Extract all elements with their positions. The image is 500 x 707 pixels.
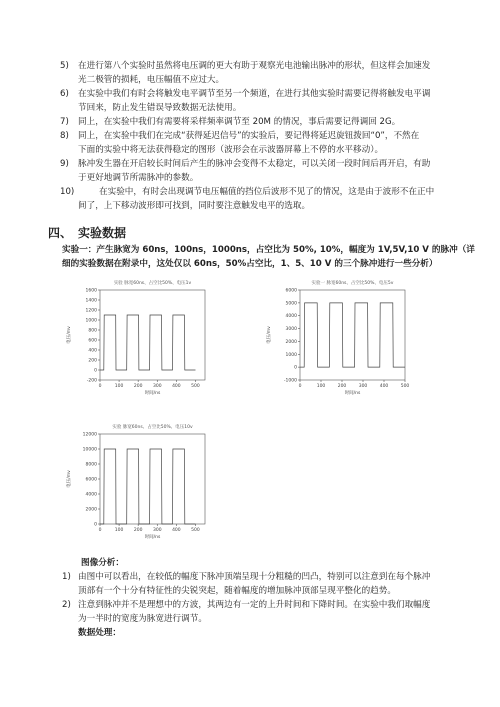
note-text: 节回来，防止发生错误导致数据无法使用。 — [78, 103, 242, 113]
note-number: 9) — [60, 159, 69, 169]
x-tick-label: 300 — [358, 384, 368, 389]
note-text: 在进行第八个实验时虽然将电压调的更大有助于观察光电池输出脉冲的形状，但这样会加速发 — [78, 61, 431, 71]
y-tick-label: 1000 — [85, 318, 97, 324]
y-tick-label: 8000 — [85, 462, 97, 468]
y-tick-label: 6000 — [85, 477, 97, 483]
pulse-series-line — [100, 315, 196, 370]
y-axis-label: 电压/mv — [67, 470, 72, 488]
y-tick-label: 1200 — [85, 308, 97, 314]
note-number: 5) — [60, 61, 69, 71]
y-tick-label: -200 — [86, 378, 97, 384]
note-text: 同上，在实验中我们在完成“获得延迟信号”的实验后，要记得将延迟旋钮拨回“0”，不然在 — [78, 131, 420, 141]
plot-frame — [300, 290, 405, 380]
x-tick-label: 400 — [172, 384, 181, 389]
note-number: 7) — [60, 117, 69, 127]
chart-5v — [262, 276, 412, 402]
y-tick-label: 0 — [94, 368, 97, 374]
y-tick-label: 1000 — [285, 352, 297, 358]
x-axis-label: 时间/ns — [344, 391, 361, 396]
analysis-number: 1) — [62, 572, 71, 582]
x-tick-label: 200 — [133, 528, 143, 533]
chart-1v — [62, 276, 212, 402]
section-title: 实验数据 — [78, 226, 127, 240]
note-text: 下面的实验中将无法获得稳定的图形（波形会在示波器屏幕上不停的水平移动）。 — [78, 145, 384, 155]
pulse-series-line — [300, 303, 405, 367]
note-number: 6) — [60, 89, 69, 99]
note-text: 间了，上下移动波形即可找到，同时要注意触发电平的选取。 — [78, 201, 311, 211]
note-text: 在实验中，有时会出现调节电压幅值的挡位后波形不见了的情况，这是由于波形不在正中 — [99, 187, 435, 197]
x-tick-label: 300 — [152, 384, 162, 389]
y-tick-label: 1600 — [85, 288, 97, 294]
chart-title: 实验一 脉宽60ns、占空比50%、电压5v — [311, 281, 394, 286]
y-axis-label: 电压/mv — [267, 326, 272, 344]
analysis-text: 注意到脉冲并不是理想中的方波，其两边有一定的上升时间和下降时间。在实验中我们取幅度 — [78, 600, 431, 610]
x-tick-label: 100 — [114, 384, 124, 389]
note-text: 同上，在实验中我们有需要将采样频率调节至 20M 的情况，事后需要记得调回 2G。 — [78, 117, 401, 127]
y-tick-label: 600 — [88, 338, 97, 344]
y-tick-label: 3000 — [285, 327, 297, 333]
x-tick-label: 100 — [316, 384, 326, 389]
x-tick-label: 0 — [98, 528, 102, 533]
chart-title: 实验 脉宽60ns、占空比50%、电压1v — [113, 281, 192, 286]
section-number: 四、 — [48, 226, 73, 240]
y-tick-label: 0 — [294, 365, 297, 371]
chart-10v — [62, 420, 212, 546]
x-tick-label: 0 — [298, 384, 302, 389]
analysis-heading: 图像分析： — [81, 558, 124, 568]
y-tick-label: 2000 — [285, 339, 297, 345]
analysis-text: 顶部有一个十分有特征性的尖锐突起，随着幅度的增加脉冲顶部呈现平整化的趋势。 — [78, 586, 396, 596]
y-tick-label: 1400 — [85, 298, 97, 304]
x-axis-label: 时间/ns — [144, 391, 161, 396]
y-axis-label: 电压/mv — [67, 326, 72, 344]
x-tick-label: 400 — [379, 384, 389, 389]
y-tick-label: 10000 — [82, 447, 97, 453]
x-tick-label: 200 — [337, 384, 347, 389]
data-processing-heading: 数据处理： — [78, 628, 121, 638]
x-tick-label: 300 — [152, 528, 162, 533]
x-tick-label: 500 — [191, 384, 200, 389]
x-tick-label: 500 — [400, 384, 410, 389]
y-tick-label: 6000 — [285, 288, 297, 294]
analysis-text: 为一半时的宽度为脉宽进行调节。 — [78, 614, 207, 624]
y-tick-label: 200 — [88, 358, 97, 364]
note-text: 于更好地调节所需脉冲的参数。 — [78, 173, 199, 183]
chart-title: 实验 脉宽60ns、占空比50%、电压10v — [112, 425, 193, 430]
y-tick-label: 4000 — [285, 314, 297, 320]
x-axis-label: 时间/ns — [144, 535, 161, 540]
y-tick-label: 2000 — [85, 507, 97, 513]
pulse-series-line — [100, 449, 196, 524]
y-tick-label: -1000 — [283, 378, 297, 384]
x-tick-label: 400 — [172, 528, 181, 533]
x-tick-label: 200 — [133, 384, 143, 389]
y-tick-label: 400 — [88, 348, 97, 354]
note-text: 光二极管的损耗，电压幅值不应过大。 — [78, 75, 225, 85]
x-tick-label: 0 — [98, 384, 102, 389]
note-text: 脉冲发生器在开启较长时间后产生的脉冲会变得不太稳定，可以关闭一段时间后再开启，有助 — [78, 159, 431, 169]
analysis-text: 由图中可以看出，在较低的幅度下脉冲顶端呈现十分粗糙的凹凸，特别可以注意到在每个脉冲 — [78, 572, 431, 582]
y-tick-label: 0 — [94, 522, 97, 528]
y-tick-label: 800 — [88, 328, 97, 334]
y-tick-label: 5000 — [285, 301, 297, 307]
experiment-desc-line1: 实验一：产生脉宽为 60ns，100ns，1000ns，占空比为 50%, 10%，幅度为 1V,5V,10 V 的脉冲（详 — [62, 245, 475, 255]
analysis-number: 2) — [62, 600, 71, 610]
x-tick-label: 500 — [191, 528, 200, 533]
x-tick-label: 100 — [114, 528, 124, 533]
note-text: 在实验中我们有时会将触发电平调节至另一个频道，在进行其他实验时需要记得将触发电平调 — [78, 89, 431, 99]
y-tick-label: 4000 — [85, 492, 97, 498]
note-number: 8) — [60, 131, 69, 141]
y-tick-label: 12000 — [82, 432, 97, 438]
experiment-desc-line2: 细的实验数据在附录中，这处仅以 60ns，50%占空比，1、5、10 V 的三个脉冲进行一些分析） — [62, 259, 438, 269]
note-number: 10) — [60, 187, 75, 197]
